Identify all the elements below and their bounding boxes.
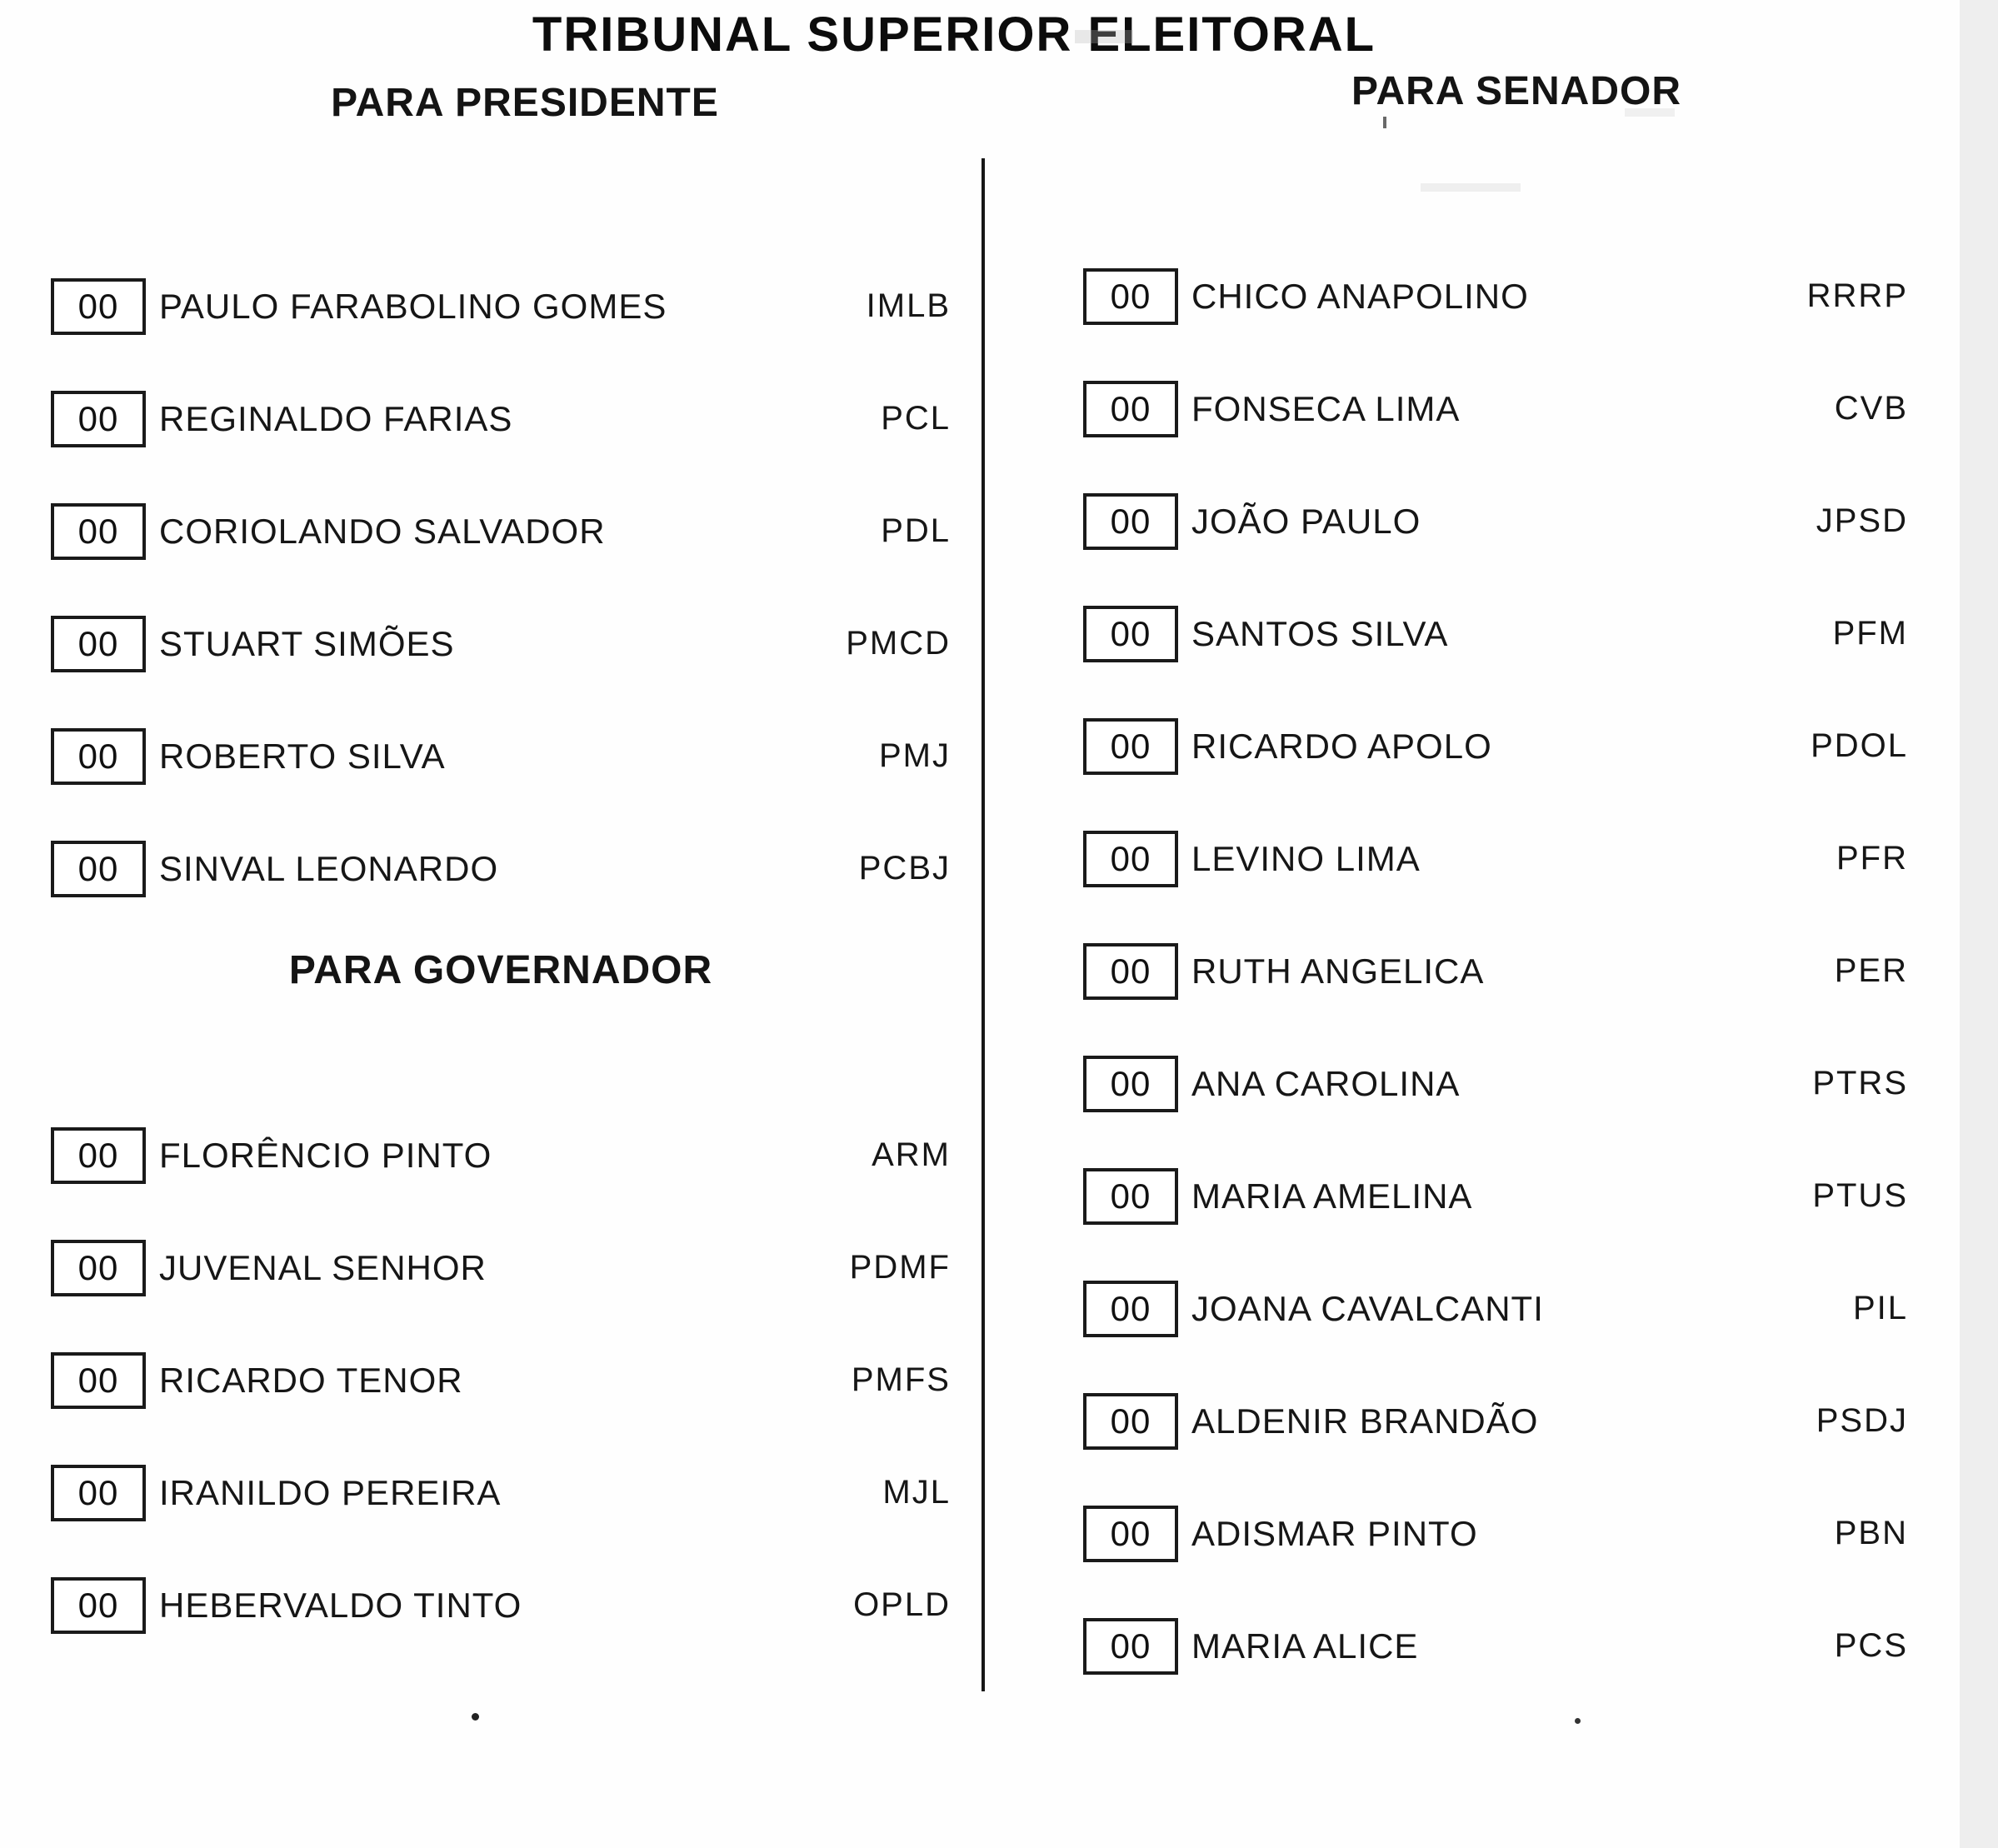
candidate-name: CHICO ANAPOLINO bbox=[1191, 276, 1529, 316]
party-code: OPLD bbox=[853, 1586, 951, 1623]
candidate-name: ANA CAROLINA bbox=[1191, 1063, 1461, 1103]
vote-number-box[interactable]: 00 bbox=[1083, 1056, 1178, 1112]
vote-number-box[interactable]: 00 bbox=[1083, 493, 1178, 550]
candidate-name: MARIA AMELINA bbox=[1191, 1176, 1473, 1216]
party-code: PCBJ bbox=[858, 850, 951, 887]
party-code: PSDJ bbox=[1816, 1402, 1908, 1439]
candidate-row bbox=[1083, 492, 1908, 550]
candidate-row bbox=[51, 1239, 951, 1296]
candidate-row bbox=[51, 615, 951, 672]
candidate-name: STUART SIMÕES bbox=[159, 623, 455, 663]
candidate-name: FLORÊNCIO PINTO bbox=[159, 1135, 492, 1175]
candidate-row bbox=[51, 277, 951, 335]
scan-mark bbox=[1383, 117, 1386, 128]
party-code: PDL bbox=[881, 512, 951, 549]
candidate-name: IRANILDO PEREIRA bbox=[159, 1472, 502, 1512]
party-code: PDMF bbox=[849, 1249, 951, 1286]
candidate-name: SANTOS SILVA bbox=[1191, 613, 1449, 653]
candidate-name: RICARDO APOLO bbox=[1191, 726, 1492, 766]
candidate-name: SINVAL LEONARDO bbox=[159, 848, 499, 888]
vote-number-box[interactable]: 00 bbox=[51, 1240, 146, 1296]
party-code: RRRP bbox=[1806, 277, 1908, 314]
presidente-candidate-list bbox=[51, 277, 951, 897]
party-code: PDOL bbox=[1811, 727, 1908, 764]
candidate-row bbox=[1083, 1280, 1908, 1337]
party-code: ARM bbox=[872, 1136, 951, 1173]
vote-number-box[interactable]: 00 bbox=[51, 278, 146, 335]
vote-number-box[interactable]: 00 bbox=[51, 1127, 146, 1184]
vote-number-box[interactable]: 00 bbox=[51, 728, 146, 785]
candidate-name: ADISMAR PINTO bbox=[1191, 1513, 1478, 1553]
candidate-row bbox=[1083, 380, 1908, 437]
candidate-row bbox=[1083, 942, 1908, 1000]
party-code: PMJ bbox=[879, 737, 951, 774]
scan-edge-band bbox=[1960, 0, 1998, 1848]
candidate-name: MARIA ALICE bbox=[1191, 1626, 1419, 1666]
candidate-name: RICARDO TENOR bbox=[159, 1360, 463, 1400]
scan-smudge bbox=[1421, 183, 1521, 192]
candidate-row bbox=[1083, 717, 1908, 775]
candidate-name: REGINALDO FARIAS bbox=[159, 398, 513, 438]
right-column senador-candidate-list bbox=[1083, 267, 1908, 1675]
vote-number-box[interactable]: 00 bbox=[1083, 1281, 1178, 1337]
candidate-name: RUTH ANGELICA bbox=[1191, 951, 1485, 991]
candidate-name: HEBERVALDO TINTO bbox=[159, 1585, 522, 1625]
vote-number-box[interactable]: 00 bbox=[51, 1465, 146, 1521]
party-code: PTRS bbox=[1812, 1065, 1908, 1101]
party-code: PCL bbox=[881, 400, 951, 437]
party-code: MJL bbox=[882, 1474, 951, 1511]
candidate-row bbox=[1083, 1617, 1908, 1675]
vote-number-box[interactable]: 00 bbox=[1083, 1618, 1178, 1675]
party-code: PMCD bbox=[846, 625, 951, 662]
candidate-row bbox=[1083, 830, 1908, 887]
vote-number-box[interactable]: 00 bbox=[1083, 943, 1178, 1000]
party-code: PER bbox=[1834, 952, 1908, 989]
candidate-name: LEVINO LIMA bbox=[1191, 838, 1421, 878]
vote-number-box[interactable]: 00 bbox=[51, 841, 146, 897]
vote-number-box[interactable]: 00 bbox=[51, 616, 146, 672]
candidate-row bbox=[1083, 605, 1908, 662]
candidate-row bbox=[51, 1126, 951, 1184]
candidate-name: ROBERTO SILVA bbox=[159, 736, 446, 776]
candidate-row bbox=[51, 727, 951, 785]
vote-number-box[interactable]: 00 bbox=[51, 391, 146, 447]
candidate-row bbox=[51, 502, 951, 560]
candidate-row bbox=[51, 1464, 951, 1521]
party-code: CVB bbox=[1834, 390, 1908, 427]
column-divider bbox=[982, 158, 985, 1691]
candidate-row bbox=[1083, 1505, 1908, 1562]
vote-number-box[interactable]: 00 bbox=[1083, 1393, 1178, 1450]
section-heading-presidente: PARA PRESIDENTE bbox=[331, 81, 719, 125]
scan-dot bbox=[472, 1713, 479, 1721]
vote-number-box[interactable]: 00 bbox=[51, 503, 146, 560]
party-code: PMFS bbox=[851, 1361, 951, 1398]
section-heading-senador: PARA SENADOR bbox=[1351, 69, 1682, 113]
candidate-row bbox=[1083, 1392, 1908, 1450]
vote-number-box[interactable]: 00 bbox=[51, 1352, 146, 1409]
candidate-name: JOANA CAVALCANTI bbox=[1191, 1288, 1544, 1328]
vote-number-box[interactable]: 00 bbox=[51, 1577, 146, 1634]
vote-number-box[interactable]: 00 bbox=[1083, 606, 1178, 662]
candidate-name: ALDENIR BRANDÃO bbox=[1191, 1401, 1539, 1441]
candidate-name: FONSECA LIMA bbox=[1191, 388, 1461, 428]
candidate-row bbox=[51, 840, 951, 897]
party-code: PBN bbox=[1834, 1515, 1908, 1551]
candidate-row bbox=[51, 1351, 951, 1409]
candidate-name: CORIOLANDO SALVADOR bbox=[159, 511, 606, 551]
party-code: PCS bbox=[1834, 1627, 1908, 1664]
party-code: JPSD bbox=[1816, 502, 1908, 539]
page-title: TRIBUNAL SUPERIOR ELEITORAL bbox=[532, 7, 1376, 62]
candidate-row bbox=[1083, 1055, 1908, 1112]
vote-number-box[interactable]: 00 bbox=[1083, 1506, 1178, 1562]
vote-number-box[interactable]: 00 bbox=[1083, 268, 1178, 325]
vote-number-box[interactable]: 00 bbox=[1083, 1168, 1178, 1225]
scan-dot bbox=[1575, 1718, 1581, 1724]
candidate-row bbox=[51, 1576, 951, 1634]
party-code: PTUS bbox=[1812, 1177, 1908, 1214]
party-code: PFR bbox=[1836, 840, 1908, 877]
candidate-name: PAULO FARABOLINO GOMES bbox=[159, 286, 667, 326]
party-code: IMLB bbox=[866, 287, 951, 324]
candidate-row bbox=[1083, 1167, 1908, 1225]
vote-number-box[interactable]: 00 bbox=[1083, 381, 1178, 437]
candidate-name: JOÃO PAULO bbox=[1191, 501, 1421, 541]
governador-candidate-list bbox=[51, 1126, 951, 1634]
left-column bbox=[51, 277, 951, 1634]
party-code: PFM bbox=[1832, 615, 1908, 652]
vote-number-box[interactable]: 00 bbox=[1083, 831, 1178, 887]
candidate-row bbox=[1083, 267, 1908, 325]
vote-number-box[interactable]: 00 bbox=[1083, 718, 1178, 775]
candidate-name: JUVENAL SENHOR bbox=[159, 1247, 487, 1287]
section-heading-governador: PARA GOVERNADOR bbox=[288, 948, 713, 992]
candidate-row bbox=[51, 390, 951, 447]
party-code: PIL bbox=[1852, 1290, 1908, 1326]
